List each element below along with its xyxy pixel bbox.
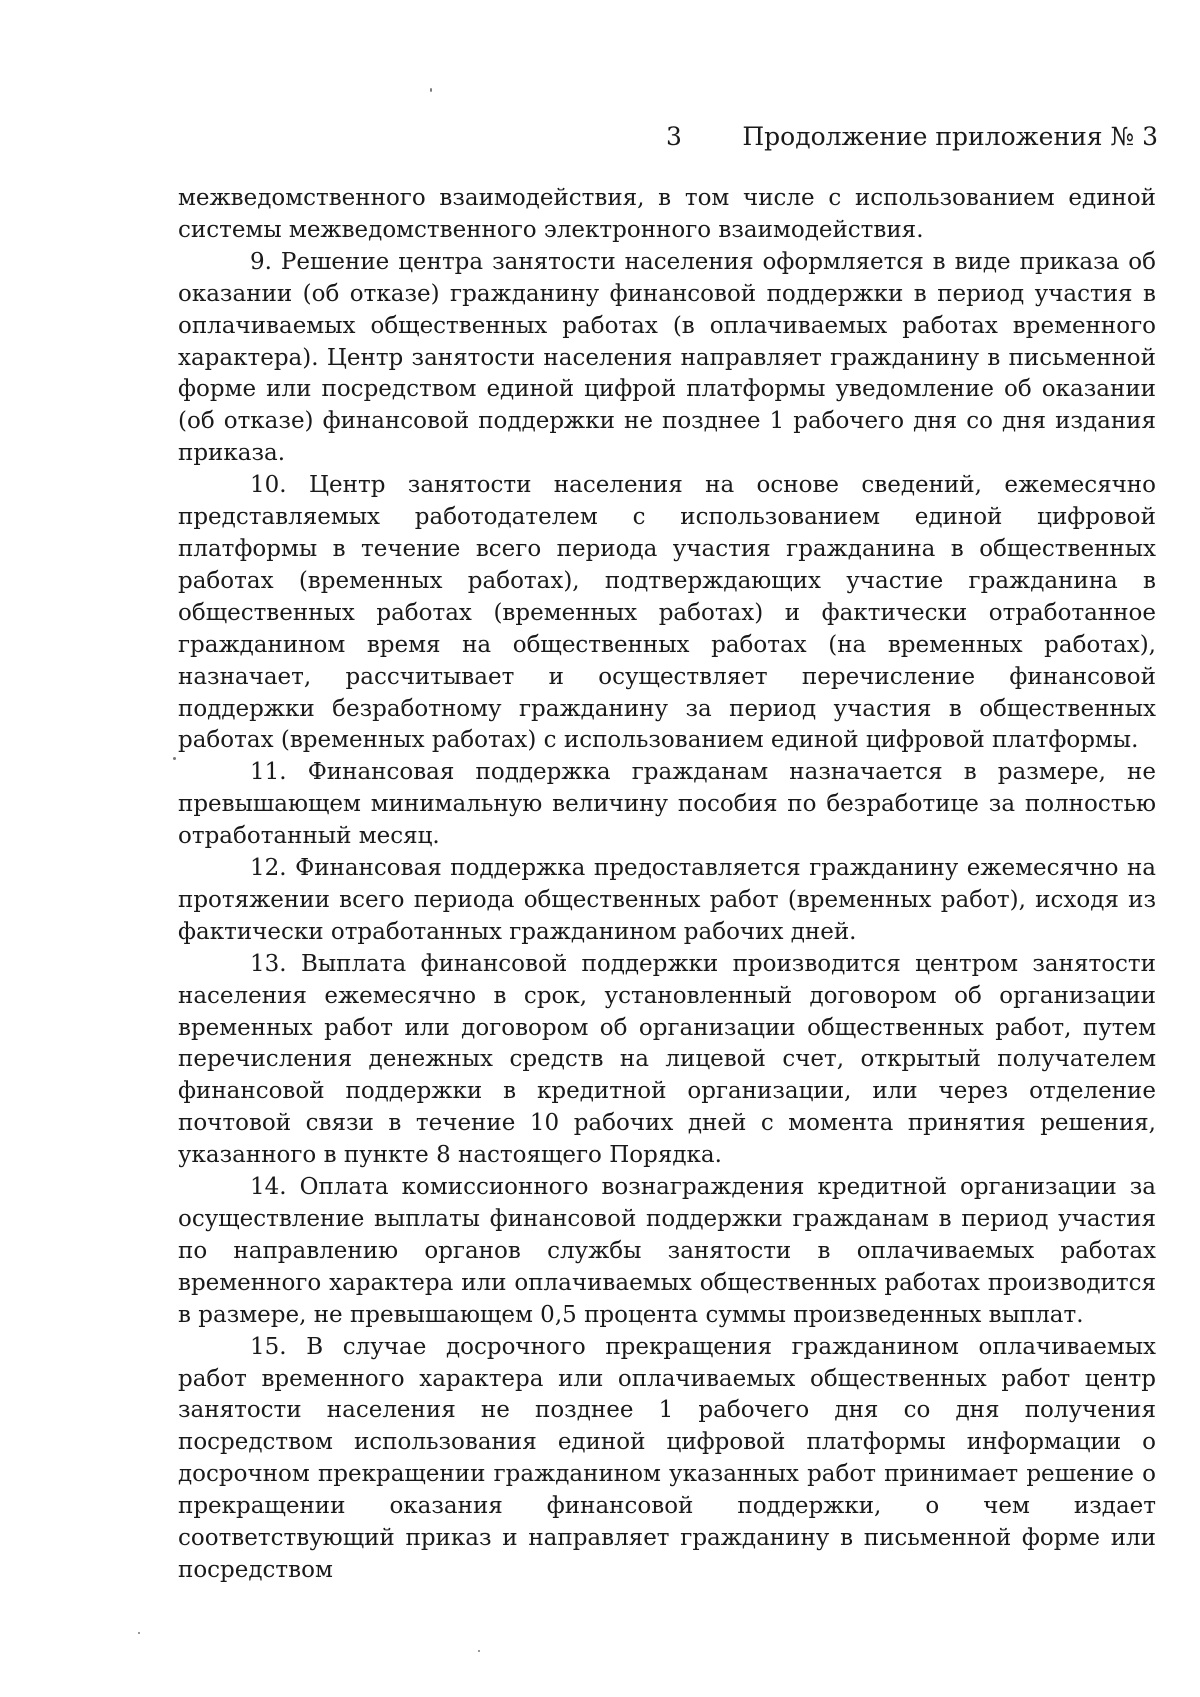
- paragraph-10: 10. Центр занятости населения на основе сведений, ежемесячно представляемых работодателем с использованием единой цифровой платформы в течение всего периода участия гражданина в общественных работах (временных работах), подтверждающих участие гражданина в общественных работах (временных работах) и фактически отработанное гражданином время на общественных работах (на временных работах), назначает, рассчитывает и осуществляет перечисление финансовой поддержки безработному гражданину за период участия в общественных работах (временных работах) с использованием единой цифровой платформы.: [178, 472, 1156, 754]
- paragraph-14: 14. Оплата комиссионного вознаграждения кредитной организации за осуществление выплаты финансовой поддержки гражданам в период участия по направлению органов службы занятости в оплачиваемых работах временного характера или оплачиваемых общественных работах производится в размере, не превышающем 0,5 процента суммы произведенных выплат.: [178, 1174, 1156, 1328]
- paragraph-15: 15. В случае досрочного прекращения гражданином оплачиваемых работ временного характера или оплачиваемых общественных работ центр занятости населения не позднее 1 рабочего дня со дня получения посредством использования единой цифровой платформы информации о досрочном прекращении гражданином указанных работ принимает решение о прекращении оказания финансовой поддержки, о чем издает соответствующий приказ и направляет гражданину в письменной форме или посредством: [178, 1333, 1156, 1583]
- scan-speck: [478, 1650, 480, 1652]
- scan-speck: [173, 757, 176, 760]
- scan-speck: [430, 88, 432, 92]
- paragraph-12: 12. Финансовая поддержка предоставляется гражданину ежемесячно на протяжении всего периода общественных работ (временных работ), исходя из фактически отработанных гражданином рабочих дней.: [178, 855, 1156, 945]
- continuation-paragraph: межведомственного взаимодействия, в том числе с использованием единой системы межведомственного электронного взаимодействия.: [178, 185, 1156, 243]
- page-number: 3: [666, 122, 682, 151]
- document-body: [178, 183, 1156, 1587]
- paragraph-13: 13. Выплата финансовой поддержки производится центром занятости населения ежемесячно в срок, установленный договором об организации временных работ или договором об организации общественных работ, путем перечисления денежных средств на лицевой счет, открытый получателем финансовой поддержки в кредитной организации, или через отделение почтовой связи в течение 10 рабочих дней с момента принятия решения, указанного в пункте 8 настоящего Порядка.: [178, 950, 1156, 1169]
- scan-speck: [138, 1632, 140, 1634]
- running-header: Продолжение приложения № 3: [742, 122, 1158, 151]
- paragraph-11: 11. Финансовая поддержка гражданам назначается в размере, не превышающем минимальную величину пособия по безработице за полностью отработанный месяц.: [178, 759, 1156, 850]
- paragraph-9: 9. Решение центра занятости населения оформляется в виде приказа об оказании (об отказе) гражданину финансовой поддержки в период участия в оплачиваемых общественных работах (в оплачиваемых работах временного характера). Центр занятости населения направляет гражданину в письменной форме или посредством единой цифрой платформы уведомление об оказании (об отказе) финансовой поддержки не позднее 1 рабочего дня со дня издания приказа.: [178, 248, 1156, 467]
